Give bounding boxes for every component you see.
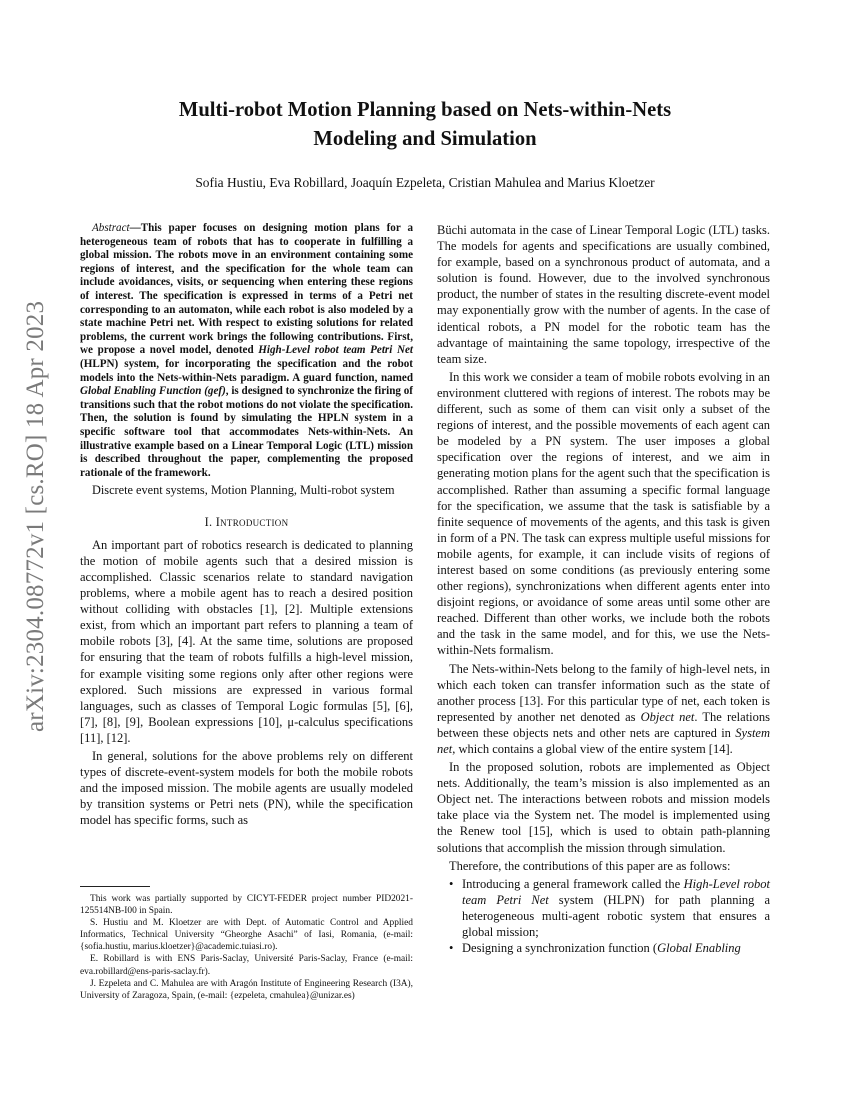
hlpn-term: High-Level robot team Petri Net bbox=[462, 876, 771, 907]
abstract-text-1: This paper focuses on designing motion plans for a heterogeneous team of robots that has to cooperate in fulfilling a global mission. The robots move in an environment containing some regions of interest, and the specification for the whole team can include avoidances, visits, or sequencing when entering these regions of interest. The specification is expressed in terms of a Petri net corresponding to an automaton, while each robot is also modeled by a state machine Petri net. With respect to existing solutions for related problems, the current work brings the following contributions. First, we propose a novel model, denoted bbox=[80, 222, 413, 357]
right-paragraph-5: Therefore, the contributions of this paper are as follows: bbox=[449, 858, 731, 873]
intro-paragraph-1: An important part of robotics research is dedicated to planning the motion of mobile agents such that a desired mission is accomplished. Classic scenarios relate to standard navigation problems, where a mobile agent has to reach a desired position without colliding with obstacles [1], [2]. Multiple extensions exist, from which an important part refers to planning a team of mobile robots [3], [4]. At the same time, solutions are proposed for ensuring that the team of robots fulfills a high-level mission, for example visiting some regions only after other regions were explored. Such missions are expressed in various formal languages, such as classes of Temporal Logic formulas [5], [6], [7], [8], [9], Boolean expressions [10], μ-calculus specifications [11], [12]. bbox=[80, 537, 413, 745]
right-paragraph-4: In the proposed solution, robots are implemented as Object nets. Additionally, the team’s mission is also implemented as an Object net. The interactions between robots and mission models take place via the System net. The model is implemented using the Renew tool [15], which is used to obtain path-planning solutions that accomplish the mission through simulation. bbox=[437, 760, 770, 855]
title-line-1: Multi-robot Motion Planning based on Nets-within-Nets bbox=[178, 99, 672, 121]
intro-paragraph-2: In general, solutions for the above problems rely on different types of discrete-event-system models for both the mobile robots and the imposed mission. The mobile agents are usually modeled by transition systems or Petri nets (PN), while the specification model has specific forms, such as bbox=[80, 749, 413, 828]
section-number: I. bbox=[204, 514, 216, 529]
footnote-affiliation-ens: E. Robillard is with ENS Paris-Saclay, Université Paris-Saclay, France (e-mail: eva.robillard@ens-paris-saclay.fr). bbox=[80, 954, 413, 977]
right-paragraph-1: Büchi automata in the case of Linear Temporal Logic (LTL) tasks. The models for agents and specifications are usually combined, for example, based on a synchronous product of automata, and a solution is found. However, due to the involved synchronous product, the number of states in the resulting discrete-event model may exponentially grow with the number of agents. In the case of identical robots, a PN model for the robotic team has the advantage of maintaining the same topology, irrespective of the team size. bbox=[437, 223, 770, 366]
contribution-bullet-1 bbox=[437, 876, 770, 940]
p3-text-a: The Nets-within-Nets belong to the family of high-level nets, in which each token can transfer information such as the state of another process [13]. For this particular type of net, each token is represented by another net denoted as bbox=[437, 661, 770, 724]
p3-text-c: , which contains a global view of the entire system [14]. bbox=[452, 742, 733, 756]
contribution-bullet-2 bbox=[437, 940, 770, 956]
right-column bbox=[437, 222, 770, 956]
global-enabling-term: Global Enabling bbox=[657, 941, 741, 956]
bullet-2-text-a: Designing a synchronization function ( bbox=[462, 941, 658, 956]
footnotes bbox=[80, 893, 413, 1002]
abstract-gef-term: Global Enabling Function (gef) bbox=[80, 385, 226, 398]
object-net-term: Object net bbox=[640, 709, 695, 724]
keywords: Discrete event systems, Motion Planning, Multi-robot system bbox=[92, 483, 395, 498]
section-title: Introduction bbox=[215, 514, 289, 529]
arxiv-identifier: arXiv:2304.08772v1 [cs.RO] 18 Apr 2023 bbox=[22, 300, 49, 732]
left-column bbox=[80, 222, 413, 828]
author-list: Sofia Hustiu, Eva Robillard, Joaquín Ezpeleta, Cristian Mahulea and Marius Kloetzer bbox=[195, 175, 655, 190]
title-line-2: Modeling and Simulation bbox=[313, 128, 537, 150]
p3-text-b: . The relations between these objects nets and other nets are captured in bbox=[437, 709, 771, 740]
abstract-hlpn-term: High-Level robot team Petri Net bbox=[258, 344, 413, 357]
abstract-dash: — bbox=[129, 222, 141, 234]
bullet-1-text-a: Introducing a general framework called the bbox=[462, 876, 684, 891]
right-paragraph-2: In this work we consider a team of mobile robots evolving in an environment cluttered with regions of interest. The robots may be different, such as some of them can visit only a subset of the regions of interest, and the possible movements of each agent can be modeled by a PN system. The user imposes a global specification over the regions of interest, and we aim in generating motion plans for the agent such that the specification is accomplished. Rather than assuming a specific formal language for the specification, we assume that the task is satisfiable by a finite sequence of movements of the agents, and this task is given in form of a PN. The task can express multiple useful missions for mobile agents, for example, it can include visits of regions of interest based on some conditions (as previously entering some other regions), synchronizations when different agents enter into disjoint regions, or avoidance of some areas until some other are reached. Different than other works, we include both the robots and the task in the same model, and for this, we use the Nets-within-Nets formalism. bbox=[437, 369, 770, 658]
footnote-affiliation-zaragoza: J. Ezpeleta and C. Mahulea are with Aragón Institute of Engineering Research (I3A), University of Zaragoza, Spain, (e-mail: {ezpeleta, cmahulea}@unizar.es) bbox=[80, 978, 413, 1001]
paper-title bbox=[80, 96, 770, 154]
abstract-text-2: (HLPN) system, for incorporating the specification and the robot models into the Nets-within-Nets paradigm. A guard function, named bbox=[80, 357, 413, 384]
system-net-term: System net bbox=[437, 725, 770, 756]
footnote-affiliation-iasi: S. Hustiu and M. Kloetzer are with Dept. of Automatic Control and Applied Informatics, Technical University “Gheorghe Asachi” of Iasi, Romania, (e-mail: {sofia.hustiu, marius.kloetzer}@academic.tuiasi.ro). bbox=[80, 918, 413, 953]
abstract bbox=[80, 222, 413, 480]
section-heading-introduction bbox=[80, 514, 413, 530]
right-paragraph-3 bbox=[437, 661, 770, 758]
bullet-1-text-b: system (HLPN) for path planning a heterogeneous multi-agent robotic system that ensures a global mission; bbox=[462, 892, 770, 940]
footnote-rule bbox=[80, 886, 150, 887]
abstract-text-3: , is designed to synchronize the firing of transitions such that the robot motions do not violate the specification. Then, the solution is found by simulating the HPLN system in a specific software tool that accommodates Nets-within-Nets. An illustrative example based on a Linear Temporal Logic (LTL) mission is described throughout the paper, complementing the proposed rationale of the framework. bbox=[80, 385, 413, 479]
footnote-funding: This work was partially supported by CICYT-FEDER project number PID2021-125514NB-I00 in Spain. bbox=[80, 894, 413, 917]
abstract-label: Abstract bbox=[92, 222, 130, 234]
